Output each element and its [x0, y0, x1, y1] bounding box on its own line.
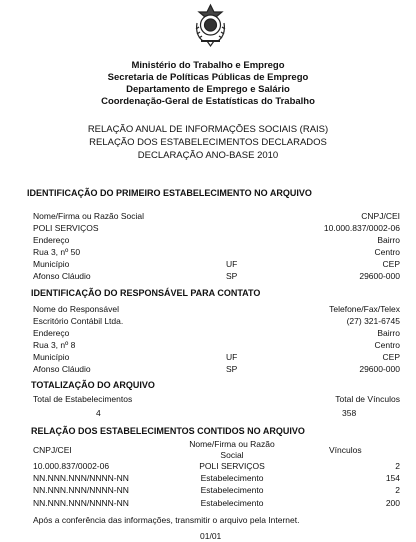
- responsible-uf-value: SP: [226, 364, 238, 374]
- report-title: RELAÇÃO ANUAL DE INFORMAÇÕES SOCIAIS (RAIS): [87, 124, 329, 135]
- responsible-city-value: Afonso Cláudio: [33, 364, 91, 374]
- first-establishment-heading: IDENTIFICAÇÃO DO PRIMEIRO ESTABELECIMENTO NO ARQUIVO: [27, 188, 312, 198]
- table-row-2-cnpj: NN.NNN.NNN/NNNN-NN: [33, 473, 129, 483]
- phone-value: (27) 321-6745: [346, 316, 400, 326]
- district-value: Centro: [374, 247, 400, 257]
- total-links-label: Total de Vínculos: [335, 394, 400, 404]
- department-title: Departamento de Emprego e Salário: [126, 84, 290, 95]
- address-label: Endereço: [33, 235, 70, 245]
- uf-label: UF: [226, 259, 238, 269]
- table-row-2-name: Estabelecimento: [200, 473, 264, 483]
- ministry-title: Ministério do Trabalho e Emprego: [131, 60, 285, 71]
- responsible-address-label: Endereço: [33, 328, 70, 338]
- brazil-coat-of-arms-icon: [193, 3, 228, 48]
- report-year: DECLARAÇÃO ANO-BASE 2010: [137, 150, 279, 161]
- total-links-value: 358: [342, 408, 357, 418]
- table-row-3-name: Estabelecimento: [200, 485, 264, 495]
- table-row-1-name: POLI SERVIÇOS: [199, 461, 265, 471]
- cep-value: 29600-000: [359, 271, 400, 281]
- coordination-title: Coordenação-Geral de Estatísticas do Trabalho: [101, 96, 315, 107]
- table-row-4-links: 200: [385, 498, 400, 508]
- responsible-cep-value: 29600-000: [359, 364, 400, 374]
- district-label: Bairro: [377, 235, 400, 245]
- city-label: Município: [33, 259, 70, 269]
- table-row-3-cnpj: NN.NNN.NNN/NNNN-NN: [33, 485, 129, 495]
- name-label: Nome/Firma ou Razão Social: [33, 211, 145, 221]
- col-name-header-1: Nome/Firma ou Razão: [189, 439, 275, 449]
- cnpj-label: CNPJ/CEI: [361, 211, 400, 221]
- name-value: POLI SERVIÇOS: [33, 223, 99, 233]
- footer-note: Após a conferência das informações, transmitir o arquivo pela Internet.: [33, 515, 300, 525]
- cnpj-value: 10.000.837/0002-06: [323, 223, 400, 233]
- city-value: Afonso Cláudio: [33, 271, 91, 281]
- responsible-name-label: Nome do Responsável: [33, 304, 119, 314]
- phone-label: Telefone/Fax/Telex: [329, 304, 400, 314]
- responsible-district-label: Bairro: [377, 328, 400, 338]
- table-row-3-links: 2: [395, 485, 400, 495]
- page-number: 01/01: [200, 531, 222, 541]
- responsible-name-value: Escritório Contábil Ltda.: [33, 316, 124, 326]
- responsible-city-label: Município: [33, 352, 70, 362]
- cep-label: CEP: [382, 259, 400, 269]
- responsible-uf-label: UF: [226, 352, 238, 362]
- responsible-cep-label: CEP: [382, 352, 400, 362]
- responsible-district-value: Centro: [374, 340, 400, 350]
- establishments-heading: RELAÇÃO DOS ESTABELECIMENTOS CONTIDOS NO ARQUIVO: [31, 426, 305, 436]
- total-establishments-label: Total de Estabelecimentos: [33, 394, 133, 404]
- col-cnpj-header: CNPJ/CEI: [33, 445, 72, 455]
- table-row-1-links: 2: [395, 461, 400, 471]
- total-establishments-value: 4: [96, 408, 101, 418]
- responsible-address-value: Rua 3, nº 8: [33, 340, 76, 350]
- totals-heading: TOTALIZAÇÃO DO ARQUIVO: [31, 380, 155, 390]
- uf-value: SP: [226, 271, 238, 281]
- secretariat-title: Secretaria de Políticas Públicas de Emprego: [107, 72, 309, 83]
- col-name-header-2: Social: [220, 450, 244, 460]
- table-row-2-links: 154: [385, 473, 400, 483]
- address-value: Rua 3, nº 50: [33, 247, 81, 257]
- col-links-header: Vínculos: [329, 445, 362, 455]
- report-subtitle: RELAÇÃO DOS ESTABELECIMENTOS DECLARADOS: [89, 137, 327, 148]
- table-row-4-cnpj: NN.NNN.NNN/NNNN-NN: [33, 498, 129, 508]
- table-row-1-cnpj: 10.000.837/0002-06: [33, 461, 110, 471]
- table-row-4-name: Estabelecimento: [200, 498, 264, 508]
- responsible-heading: IDENTIFICAÇÃO DO RESPONSÁVEL PARA CONTATO: [31, 288, 261, 298]
